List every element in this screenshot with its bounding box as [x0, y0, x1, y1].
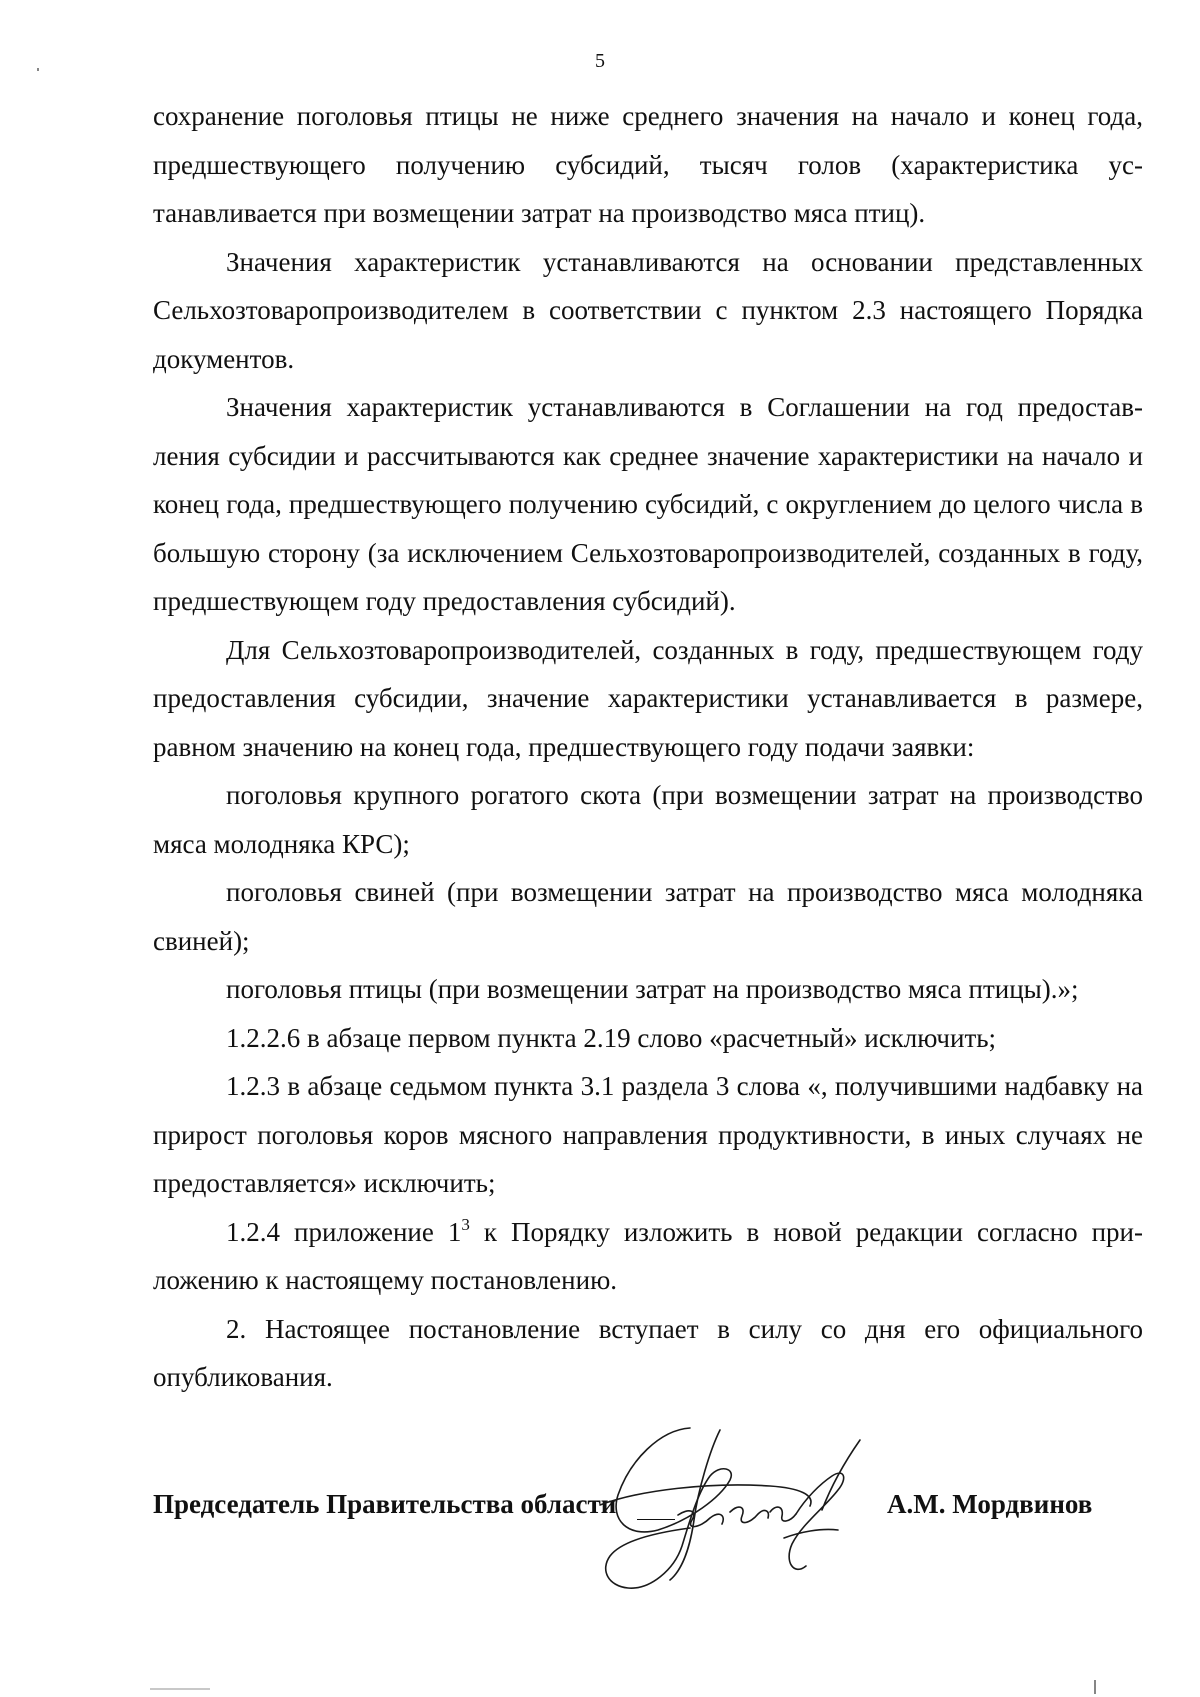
paragraph-item-1-2-3: 1.2.3 в абзаце седьмом пункта 3.1 раздела 3 слова «, получившими надбавку на прирост поголовья коров мясного направления продуктивности, в иных случаях не предоставляется» исключить;: [153, 1071, 1143, 1198]
scan-artifact-bottom-right: [1094, 1680, 1096, 1694]
page-number: 5: [595, 50, 605, 72]
signatory-name: А.М. Мордвинов: [887, 1489, 1093, 1519]
signatory-title: Председатель Правительства области: [153, 1489, 617, 1519]
paragraph-cattle: поголовья крупного рогатого скота (при возмещении затрат на производство мяса молодняка КРС);: [153, 780, 1143, 859]
handwritten-signature: [570, 1420, 900, 1610]
paragraph-poultry-retention: сохранение поголовья птицы не ниже среднего значения на начало и конец года, предшествующего получению субсидий, тысяч голов (характеристика устанавливается при возмещении затрат на производство мяса птиц).: [153, 101, 1143, 228]
paragraph-entry-into-force: 2. Настоящее постановление вступает в силу со дня его официального опубликования.: [153, 1313, 1143, 1392]
paragraph-values-agreement: Значения характеристик устанавливаются в Соглашении на год предоставления субсидии и рассчитываются как среднее значение характеристики на начало и конец года, предшествующего получению субсидий, с округлением до целого числа в большую сторону (за исключением Сельхозтоваропроизводителей, созданных в году, предшествующем году предоставления субсидий).: [153, 392, 1143, 616]
scan-artifact-bottom-left: [150, 1688, 210, 1690]
paragraph-item-1-2-4: [153, 1208, 1143, 1305]
appendix-text-after: к Порядку изложить в новой редакции согласно приложению к настоящему постановлению.: [153, 1216, 1143, 1295]
paragraph-new-producers: Для Сельхозтоваропроизводителей, созданных в году, предшествующем году предоставления субсидии, значение характеристики устанавливается в размере, равном значению на конец года, предшествующего году подачи заявки:: [153, 634, 1143, 762]
appendix-superscript: 3: [461, 1214, 470, 1234]
scan-artifact-top-left: [37, 68, 39, 71]
paragraph-item-1-2-2-6: 1.2.2.6 в абзаце первом пункта 2.19 слово «расчетный» исключить;: [226, 1022, 997, 1053]
paragraph-poultry: поголовья птицы (при возмещении затрат на производство мяса птицы).»;: [226, 974, 1079, 1004]
paragraph-values-basis: Значения характеристик устанавливаются на основании представленных Сельхозтоваропроизводителем в соответствии с пунктом 2.3 настоящего Порядка документов.: [153, 246, 1143, 374]
paragraph-pigs: поголовья свиней (при возмещении затрат на производство мяса молодняка свиней);: [153, 877, 1143, 956]
appendix-text-before: 1.2.4 приложение 1: [226, 1216, 462, 1247]
document-body: [153, 92, 1143, 1402]
